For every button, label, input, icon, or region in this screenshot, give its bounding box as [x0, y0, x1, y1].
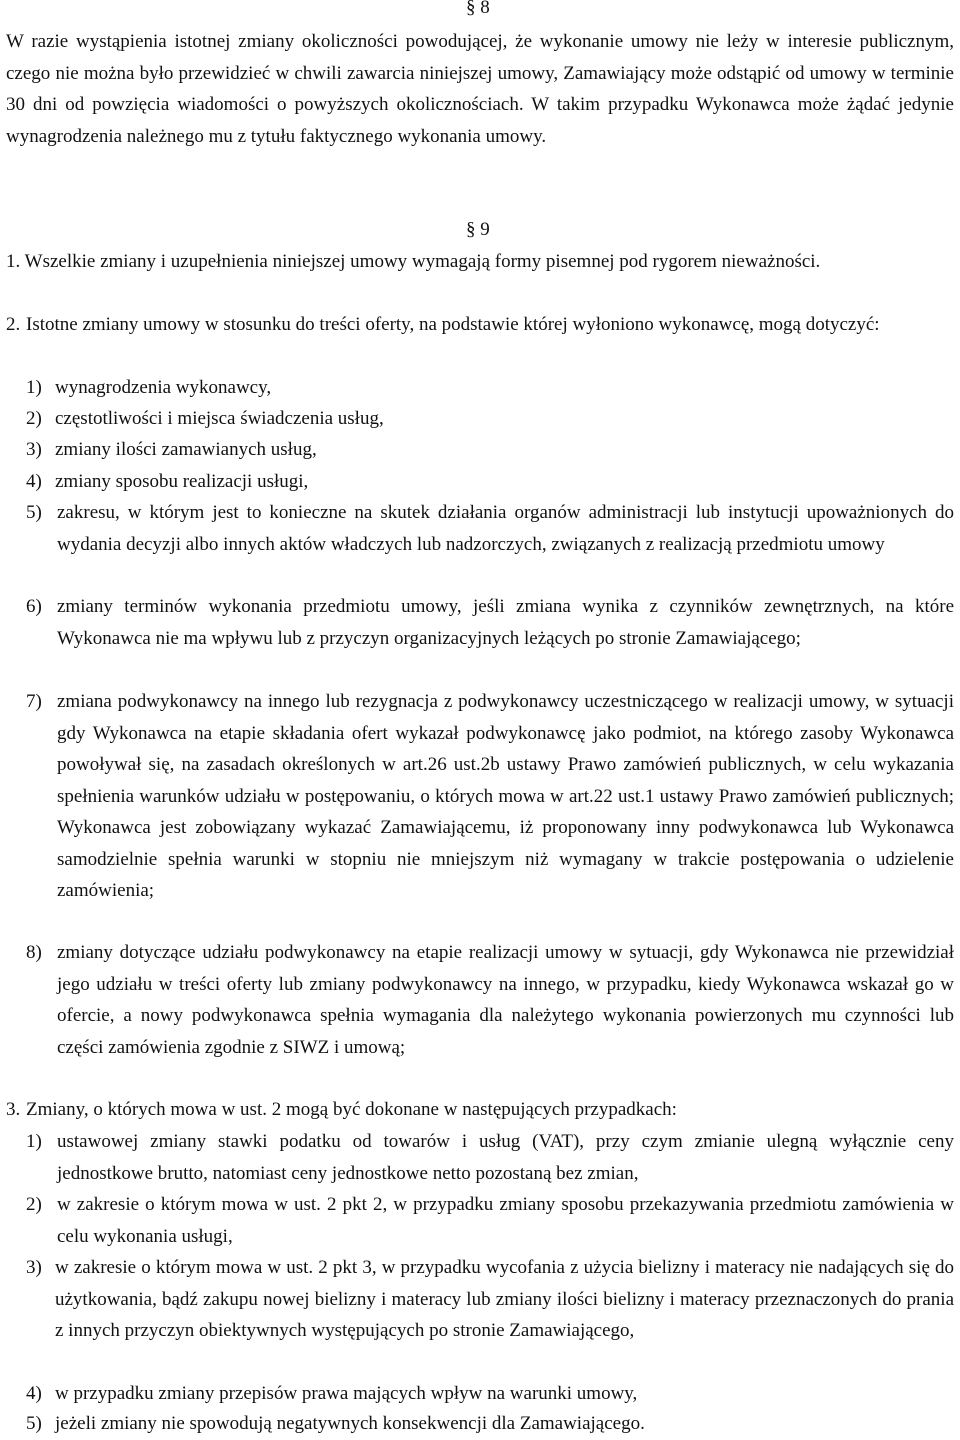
p3-item-5-text: jeżeli zmiany nie spowodują negatywnych konsekwencji dla Zamawiającego. [55, 1413, 645, 1434]
p2-item-1-number: 1) [26, 377, 42, 398]
p3-item-4-number: 4) [26, 1383, 42, 1404]
section-9-point-3-number: 3. [6, 1099, 21, 1120]
section-8-heading: § 8 [466, 0, 490, 18]
p2-item-2-number: 2) [26, 408, 42, 429]
p3-item-1-number: 1) [26, 1131, 42, 1152]
p2-item-7-number: 7) [26, 691, 42, 712]
p2-item-1-text: wynagrodzenia wykonawcy, [55, 377, 272, 398]
section-9-heading: § 9 [466, 219, 490, 240]
section-9-point-3-text: Zmiany, o których mowa w ust. 2 mogą być dokonane w następujących przypadkach: [26, 1099, 677, 1120]
p2-item-7-text: zmiana podwykonawcy na innego lub rezygnacja z podwykonawcy uczestniczącego w realizacji umowy, w sytuacji gdy Wykonawca na etapie składania ofert wykazał podwykonawcę jako podmiot, na którego zasoby Wykonawca powoływał się, na zasadach określonych w art.26 ust.2b ustawy Prawo zamówień publicznych, w celu wykazania spełnienia warunków udziału w postępowaniu, o których mowa w art.22 ust.1 ustawy Prawo zamówień publicznych; Wykonawca jest zobowiązany wykazać Zamawiającemu, iż proponowany inny podwykonawca lub Wykonawca samodzielnie spełnia warunki w stopniu nie mniejszym niż wymagany w trakcie postępowania o udzielenie zamówienia; [57, 691, 954, 901]
p2-item-3-number: 3) [26, 439, 42, 460]
p3-item-3-text: w zakresie o którym mowa w ust. 2 pkt 3, w przypadku wycofania z użycia bielizny i materacy nie nadających się do użytkowania, bądź zakupu nowej bielizny i materacy lub zmiany ilości bielizny i materacy przeznaczonych do prania z innych przyczyn obiektywnych występujących po stronie Zamawiającego, [55, 1257, 954, 1341]
p2-item-5-number: 5) [26, 502, 42, 523]
section-8-paragraph: W razie wystąpienia istotnej zmiany okoliczności powodującej, że wykonanie umowy nie leży w interesie publicznym, czego nie można było przewidzieć w chwili zawarcia niniejszej umowy, Zamawiający może odstąpić od umowy w terminie 30 dni od powzięcia wiadomości o powyższych okolicznościach. W takim przypadku Wykonawca może żądać jedynie wynagrodzenia należnego mu z tytułu faktycznego wykonania umowy. [6, 31, 954, 147]
p2-item-6-number: 6) [26, 596, 42, 617]
p3-item-2-number: 2) [26, 1194, 42, 1215]
p2-item-8-text: zmiany dotyczące udziału podwykonawcy na etapie realizacji umowy w sytuacji, gdy Wykonawca nie przewidział jego udziału w treści oferty lub zmiany podwykonawcy na innego, w przypadku, kiedy Wykonawca wskazał go w ofercie, a nowy podwykonawca spełnia wymagania dla należytego wykonania powierzonych mu czynności lub części zamówienia zgodnie z SIWZ i umową; [57, 942, 954, 1058]
p2-item-3-text: zmiany ilości zamawianych usług, [55, 439, 317, 460]
p2-item-8-number: 8) [26, 942, 42, 963]
p2-item-4-number: 4) [26, 471, 42, 492]
p3-item-5-number: 5) [26, 1413, 42, 1434]
p2-item-6-text: zmiany terminów wykonania przedmiotu umowy, jeśli zmiana wynika z czynników zewnętrznych, na które Wykonawca nie ma wpływu lub z przyczyn organizacyjnych leżących po stronie Zamawiającego; [57, 596, 954, 649]
section-9-point-2-number: 2. [6, 314, 21, 335]
p3-item-4-text: w przypadku zmiany przepisów prawa mających wpływ na warunki umowy, [55, 1383, 638, 1404]
p2-item-5-text: zakresu, w którym jest to konieczne na skutek działania organów administracji lub instytucji upoważnionych do wydania decyzji albo innych aktów władczych lub nadzorczych, związanych z realizacją przedmiotu umowy [57, 502, 954, 555]
section-9-point-1: 1. Wszelkie zmiany i uzupełnienia niniejszej umowy wymagają formy pisemnej pod rygorem nieważności. [6, 251, 821, 272]
section-9-point-2-text: Istotne zmiany umowy w stosunku do treści oferty, na podstawie której wyłoniono wykonawcę, mogą dotyczyć: [26, 314, 880, 335]
p3-item-3-number: 3) [26, 1257, 42, 1278]
p3-item-2-text: w zakresie o którym mowa w ust. 2 pkt 2, w przypadku zmiany sposobu przekazywania przedmiotu zamówienia w celu wykonania usługi, [57, 1194, 954, 1247]
p3-item-1-text: ustawowej zmiany stawki podatku od towarów i usług (VAT), przy czym zmianie ulegną wyłącznie ceny jednostkowe brutto, natomiast ceny jednostkowe netto pozostaną bez zmian, [57, 1131, 954, 1184]
p2-item-2-text: częstotliwości i miejsca świadczenia usług, [55, 408, 384, 429]
p2-item-4-text: zmiany sposobu realizacji usługi, [55, 471, 309, 492]
